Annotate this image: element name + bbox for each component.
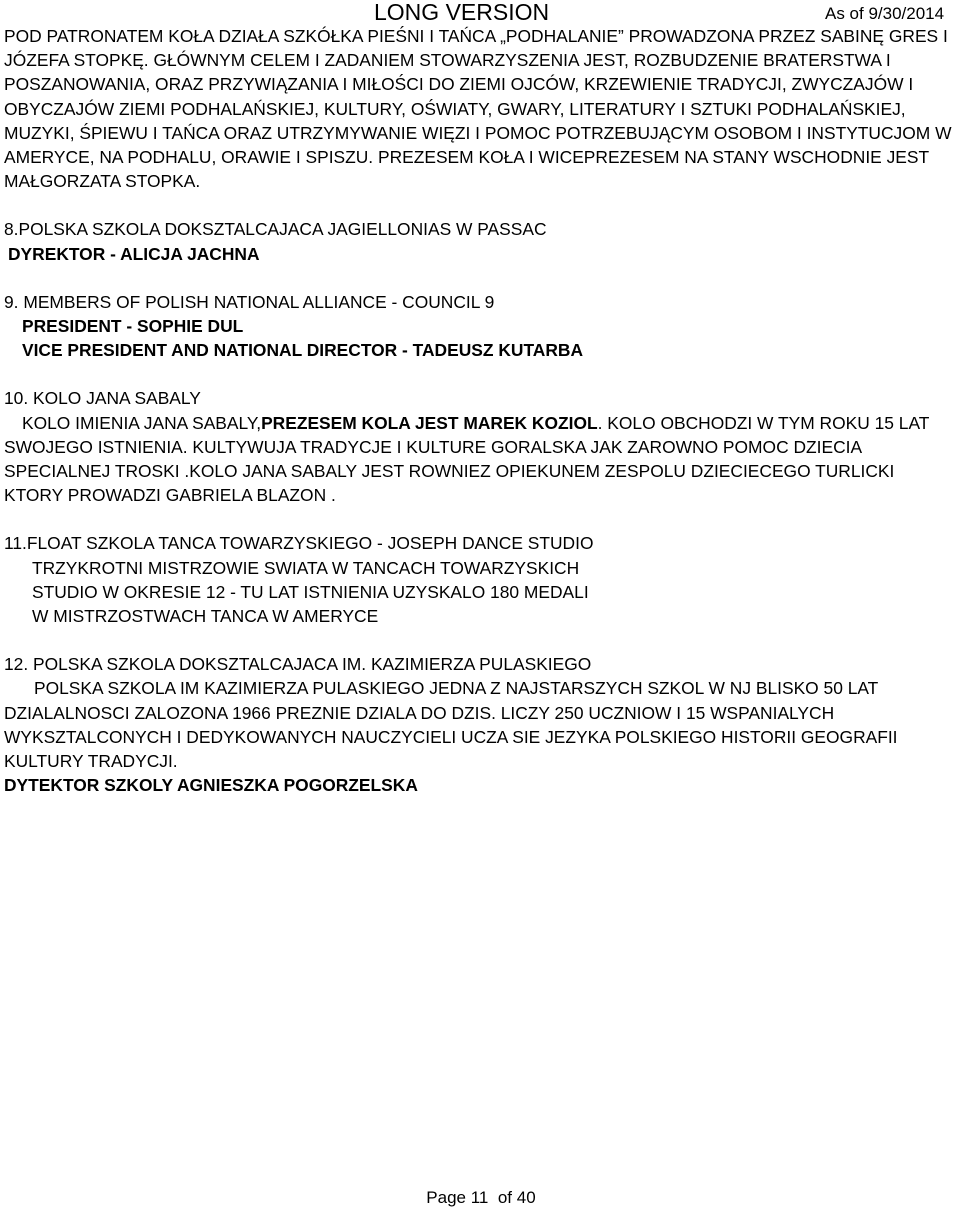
of-label: of (497, 1188, 513, 1207)
page-footer (0, 1186, 960, 1210)
item-9-president: PRESIDENT - SOPHIE DUL (22, 316, 244, 337)
item-10-president-name: PREZESEM KOLA JEST MAREK KOZIOL (261, 412, 598, 433)
item-11-line-3: W MISTRZOSTWACH TANCA W AMERYCE (32, 606, 379, 627)
item-11-line-2: STUDIO W OKRESIE 12 - TU LAT ISTNIENIA UZYSKALO 180 MEDALI (32, 581, 589, 602)
item-9-heading: 9. MEMBERS OF POLISH NATIONAL ALLIANCE - COUNCIL 9 (4, 291, 495, 312)
item-12-section (4, 652, 956, 797)
page-label: Page (426, 1188, 466, 1207)
item-10-text-start: KOLO IMIENIA JANA SABALY, (22, 412, 262, 433)
item-12-heading: 12. POLSKA SZKOLA DOKSZTALCAJACA IM. KAZIMIERZA PULASKIEGO (4, 654, 592, 675)
intro-section (4, 24, 956, 193)
item-9-section (4, 290, 956, 363)
item-12-text: POLSKA SZKOLA IM KAZIMIERZA PULASKIEGO JEDNA Z NAJSTARSZYCH SZKOL W NJ BLISKO 50 LAT DZIALALNOSCI ZALOZONA 1966 PREZNIE DZIALA DO DZIS. LICZY 250 UCZNIOW I 15 WSPANIALYCH WYKSZTALCONYCH I DEDYKOWANYCH NAUCZYCIELI UCZA SIE JEZYKA POLSKIEGO HISTORII GEOGRAFII KULTURY TRADYCJI. (4, 678, 898, 772)
document-date: As of 9/30/2014 (825, 4, 945, 23)
item-11-heading: 11.FLOAT SZKOLA TANCA TOWARZYSKIEGO - JOSEPH DANCE STUDIO (4, 533, 594, 554)
item-8-heading: 8.POLSKA SZKOLA DOKSZTALCAJACA JAGIELLONIAS W PASSAC (4, 219, 547, 240)
item-11-section (4, 531, 956, 628)
page-number: 11 (470, 1188, 489, 1207)
total-pages: 40 (516, 1188, 536, 1207)
document-title: LONG VERSION (374, 0, 550, 25)
item-10-text-rest: . KOLO OBCHODZI W TYM ROKU 15 LAT SWOJEGO ISTNIENIA. KULTYWUJA TRADYCJE I KULTURE GORALSKA JAK ZAROWNO POMOC DZIECIA SPECIALNEJ TROSKI .KOLO JANA SABALY JEST ROWNIEZ OPIEKUNEM ZESPOLU DZIECIECEGO TURLICKI KTORY PROWADZI GABRIELA BLAZON . (4, 412, 930, 506)
document-body (4, 24, 956, 821)
intro-paragraph: POD PATRONATEM KOŁA DZIAŁA SZKÓŁKA PIEŚNI I TAŃCA „PODHALANIE” PROWADZONA PRZEZ SABINĘ GRES I JÓZEFA STOPKĘ. GŁÓWNYM CELEM I ZADANIEM STOWARZYSZENIA JEST, ROZBUDZENIE BRATERSTWA I POSZANOWANIA, ORAZ PRZYWIĄZANIA I MIŁOŚCI DO ZIEMI OJCÓW, KRZEWIENIE TRADYCJI, ZWYCZAJÓW I OBYCZAJÓW ZIEMI PODHALAŃSKIEJ, KULTURY, OŚWIATY, GWARY, LITERATURY I SZTUKI PODHALAŃSKIEJ, MUZYKI, ŚPIEWU I TAŃCA ORAZ UTRZYMYWANIE WIĘZI I POMOC POTRZEBUJĄCYM OSOBOM I INSTYTUCJOM W AMERYCE, NA PODHALU, ORAWIE I SPISZU. PREZESEM KOŁA I WICEPREZESEM NA STANY WSCHODNIE JEST MAŁGORZATA STOPKA. (4, 26, 952, 192)
item-8-section (4, 217, 956, 265)
item-10-section (4, 386, 956, 507)
item-8-director: DYREKTOR - ALICJA JACHNA (8, 243, 260, 264)
item-12-director: DYTEKTOR SZKOLY AGNIESZKA POGORZELSKA (4, 775, 418, 796)
item-10-paragraph (4, 411, 956, 508)
page-header (0, 0, 960, 26)
item-9-vice-president: VICE PRESIDENT AND NATIONAL DIRECTOR - TADEUSZ KUTARBA (22, 340, 584, 361)
item-11-line-1: TRZYKROTNI MISTRZOWIE SWIATA W TANCACH TOWARZYSKICH (32, 557, 580, 578)
item-10-heading: 10. KOLO JANA SABALY (4, 388, 201, 409)
item-12-paragraph (4, 676, 956, 773)
